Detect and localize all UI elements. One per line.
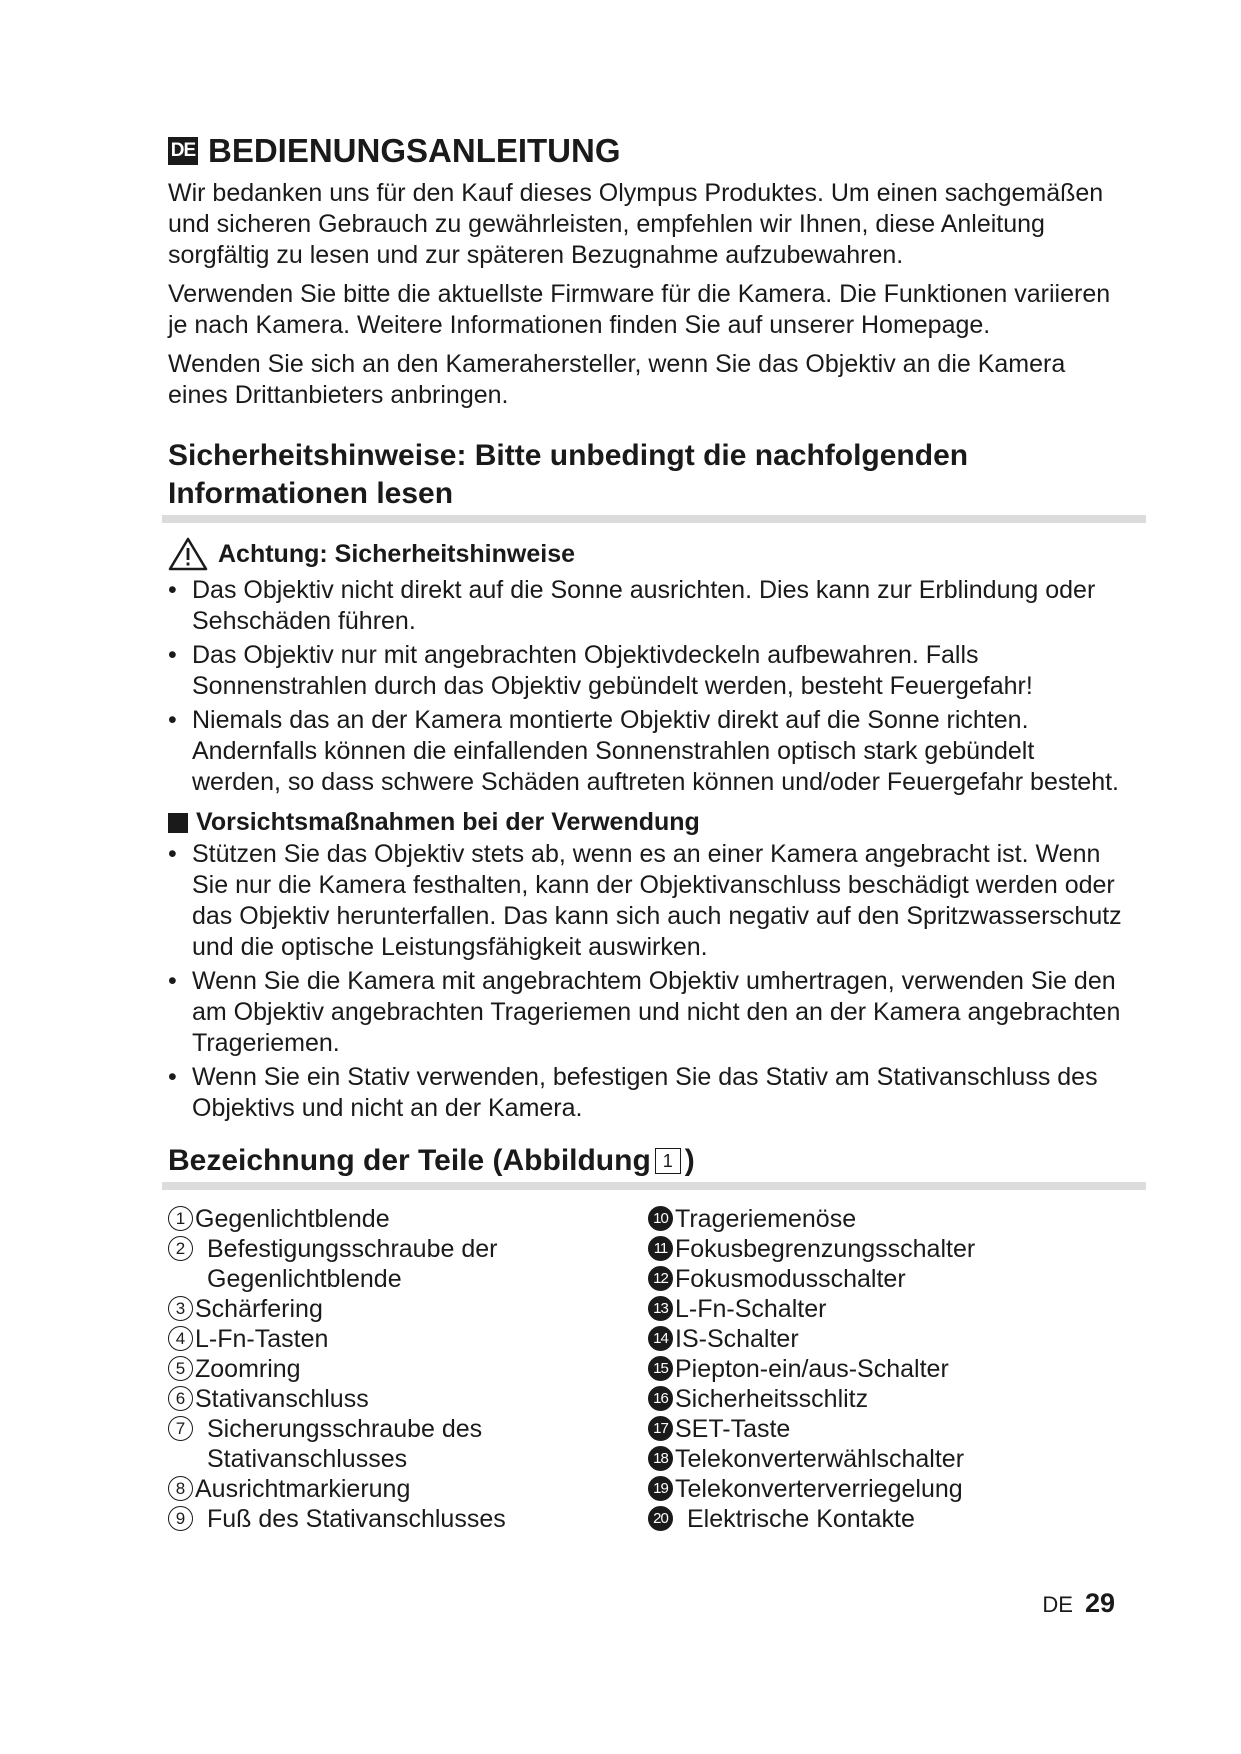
part-item <box>648 1384 1128 1414</box>
bullet: • <box>168 576 177 604</box>
part-number: 17 <box>648 1416 673 1441</box>
part-label: Telekonverterwählschalter <box>675 1445 965 1473</box>
part-number: 16 <box>648 1386 673 1411</box>
part-label: Telekonverterverriegelung <box>675 1475 963 1503</box>
precaution-text: Stützen Sie das Objektiv stets ab, wenn es an einer Kamera angebracht ist. Wenn Sie nur die Kamera festhalten, kann der Objektivanschluss beschädigt werden oder das Objektiv herunterfallen. Das kann sich auch negativ auf den Spritzwasserschutz und die optische Leistungsfähigkeit auswirken. <box>192 840 1122 961</box>
part-number: 2 <box>168 1236 193 1261</box>
list-item <box>168 705 1128 798</box>
warning-list <box>168 575 1128 798</box>
intro-paragraph-1: Wir bedanken uns für den Kauf dieses Olympus Produktes. Um einen sachgemäßen und sicheren Gebrauch zu gewährleisten, empfehlen wir Ihnen, diese Anleitung sorgfältig zu lesen und zur späteren Bezugnahme aufzubewahren. <box>168 179 1104 269</box>
part-number: 14 <box>648 1326 673 1351</box>
safety-heading: Sicherheitshinweise: Bitte unbedingt die nachfolgenden Informationen lesen <box>168 439 969 510</box>
part-label: Trageriemenöse <box>675 1205 857 1233</box>
part-number: 12 <box>648 1266 673 1291</box>
parts-list <box>168 1204 1128 1534</box>
parts-heading <box>168 1142 1128 1180</box>
parts-heading-text: Bezeichnung der Teile (Abbildung <box>168 1144 651 1177</box>
part-label: L-Fn-Schalter <box>675 1295 827 1323</box>
footer-language: DE <box>1042 1592 1073 1617</box>
part-item <box>648 1204 1128 1234</box>
parts-heading-close: ) <box>684 1144 695 1177</box>
part-label: IS-Schalter <box>675 1325 799 1353</box>
section-divider <box>162 1182 1146 1190</box>
parts-column-left <box>168 1204 648 1534</box>
page-number: 29 <box>1084 1588 1115 1618</box>
warning-text: Das Objektiv nur mit angebrachten Objektivdeckeln aufbewahren. Falls Sonnenstrahlen durch das Objektiv gebündelt werden, besteht Feuergefahr! <box>192 641 1033 700</box>
part-item <box>648 1474 1128 1504</box>
part-label: Schärfering <box>195 1295 323 1323</box>
precautions-header <box>168 808 1128 837</box>
precaution-text: Wenn Sie ein Stativ verwenden, befestigen Sie das Stativ am Stativanschluss des Objektivs und nicht an der Kamera. <box>192 1063 1098 1122</box>
part-label: Sicherungsschraube des Stativanschlusses <box>207 1415 483 1473</box>
part-number: 20 <box>648 1506 673 1531</box>
part-label: Ausrichtmarkierung <box>195 1475 411 1503</box>
list-item <box>168 839 1128 963</box>
page-content <box>168 132 1128 1534</box>
part-item <box>648 1294 1128 1324</box>
part-label: L-Fn-Tasten <box>195 1325 329 1353</box>
part-item <box>168 1474 648 1504</box>
part-item <box>648 1234 1128 1264</box>
part-label: Fokusmodusschalter <box>675 1265 906 1293</box>
intro-paragraph-3: Wenden Sie sich an den Kamerahersteller, wenn Sie das Objektiv an die Kamera eines Drittanbieters anbringen. <box>168 350 1066 409</box>
bullet: • <box>168 840 177 868</box>
section-divider <box>162 515 1146 523</box>
part-label: Zoomring <box>195 1355 301 1383</box>
warning-header <box>168 537 1128 571</box>
part-item <box>168 1234 648 1294</box>
part-label: Gegenlichtblende <box>195 1205 390 1233</box>
part-item <box>168 1384 648 1414</box>
part-number: 10 <box>648 1206 673 1231</box>
precautions-title: Vorsichtsmaßnahmen bei der Verwendung <box>196 808 700 836</box>
page-title-text: BEDIENUNGSANLEITUNG <box>208 132 621 169</box>
part-item <box>168 1324 648 1354</box>
warning-text: Niemals das an der Kamera montierte Objektiv direkt auf die Sonne richten. Andernfalls können die einfallenden Sonnenstrahlen optisch stark gebündelt werden, so dass schwere Schäden auftreten können und/oder Feuergefahr besteht. <box>192 706 1119 796</box>
part-label: SET-Taste <box>675 1415 791 1443</box>
part-number: 3 <box>168 1296 193 1321</box>
part-item <box>168 1354 648 1384</box>
intro-paragraph-2: Verwenden Sie bitte die aktuellste Firmware für die Kamera. Die Funktionen variieren je nach Kamera. Weitere Informationen finden Sie auf unserer Homepage. <box>168 280 1111 339</box>
part-number: 8 <box>168 1476 193 1501</box>
part-item <box>168 1204 648 1234</box>
part-number: 13 <box>648 1296 673 1321</box>
part-item <box>168 1294 648 1324</box>
part-item <box>648 1414 1128 1444</box>
part-number: 4 <box>168 1326 193 1351</box>
figure-ref-box: 1 <box>655 1148 681 1174</box>
warning-text: Das Objektiv nicht direkt auf die Sonne ausrichten. Dies kann zur Erblindung oder Sehschäden führen. <box>192 576 1096 635</box>
part-item <box>648 1324 1128 1354</box>
part-number: 9 <box>168 1506 193 1531</box>
part-number: 18 <box>648 1446 673 1471</box>
part-item <box>648 1504 1128 1534</box>
page-title <box>168 132 1128 170</box>
part-item <box>648 1444 1128 1474</box>
part-item <box>168 1504 648 1534</box>
bullet: • <box>168 967 177 995</box>
square-marker-icon <box>168 813 188 833</box>
part-number: 11 <box>648 1236 673 1261</box>
language-badge: DE <box>168 137 198 165</box>
part-item <box>648 1264 1128 1294</box>
precaution-text: Wenn Sie die Kamera mit angebrachtem Objektiv umhertragen, verwenden Sie den am Objektiv angebrachten Trageriemen und nicht den an der Kamera angebrachten Trageriemen. <box>192 967 1121 1057</box>
part-number: 15 <box>648 1356 673 1381</box>
bullet: • <box>168 706 177 734</box>
part-label: Elektrische Kontakte <box>687 1505 915 1533</box>
part-label: Piepton-ein/aus-Schalter <box>675 1355 949 1383</box>
part-number: 5 <box>168 1356 193 1381</box>
part-label: Fuß des Stativanschlusses <box>207 1505 506 1533</box>
warning-title: Achtung: Sicherheitshinweise <box>218 539 576 568</box>
part-label: Sicherheitsschlitz <box>675 1385 869 1413</box>
part-number: 6 <box>168 1386 193 1411</box>
warning-triangle-icon <box>168 537 208 571</box>
part-item <box>168 1414 648 1474</box>
part-label: Befestigungsschraube der Gegenlichtblende <box>207 1235 498 1293</box>
part-number: 19 <box>648 1476 673 1501</box>
list-item <box>168 1062 1128 1124</box>
part-label: Stativanschluss <box>195 1385 369 1413</box>
bullet: • <box>168 641 177 669</box>
page-footer <box>1042 1588 1115 1619</box>
list-item <box>168 575 1128 637</box>
list-item <box>168 966 1128 1059</box>
part-item <box>648 1354 1128 1384</box>
parts-column-right <box>648 1204 1128 1534</box>
part-label: Fokusbegrenzungsschalter <box>675 1235 976 1263</box>
part-number: 1 <box>168 1206 193 1231</box>
list-item <box>168 640 1128 702</box>
bullet: • <box>168 1063 177 1091</box>
precautions-list <box>168 839 1128 1124</box>
part-number: 7 <box>168 1416 193 1441</box>
